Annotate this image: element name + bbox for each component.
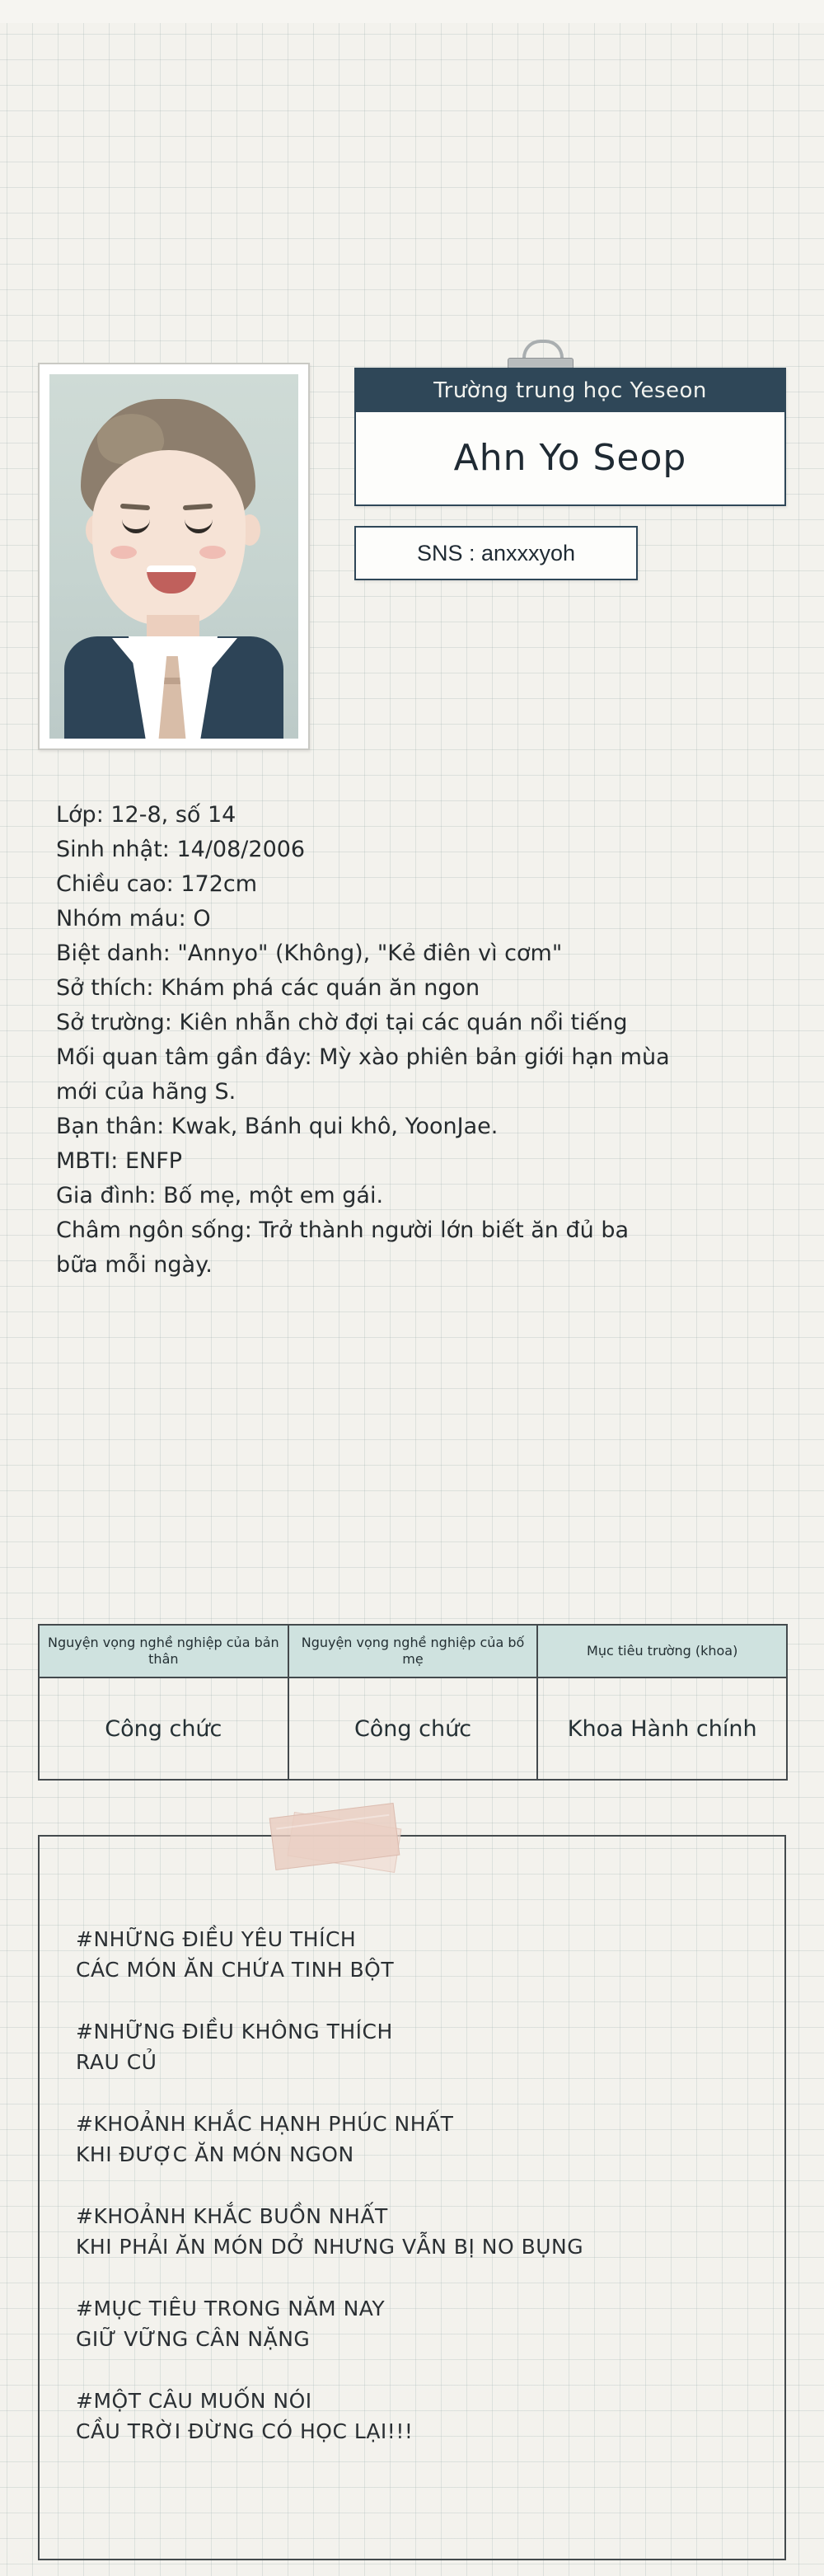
goal-column-school (536, 1624, 788, 1781)
portrait-photo-frame (38, 363, 310, 750)
info-line: Chiều cao: 172cm (56, 871, 258, 897)
profile-details (56, 798, 781, 1283)
note-value: RAU CỦ (76, 2050, 157, 2074)
career-goal-table (38, 1624, 786, 1781)
notes-panel (38, 1835, 786, 2560)
face-shape (92, 450, 246, 625)
info-line: mới của hãng S. (56, 1079, 236, 1105)
info-line: Châm ngôn sống: Trở thành người lớn biết ăn đủ ba (56, 1218, 630, 1243)
note-item (76, 2112, 751, 2166)
note-item (76, 1927, 751, 1982)
info-line: MBTI: ENFP (56, 1148, 183, 1174)
note-value: GIỮ VỮNG CÂN NẶNG (76, 2327, 311, 2351)
student-name: Ahn Yo Seop (453, 436, 687, 479)
goal-header-self: Nguyện vọng nghề nghiệp của bản thân (40, 1626, 288, 1678)
info-line: Sở thích: Khám phá các quán ăn ngon (56, 975, 480, 1001)
goal-value-parents: Công chức (353, 1715, 472, 1742)
profile-header (0, 330, 824, 791)
goal-value-school: Khoa Hành chính (567, 1715, 757, 1742)
note-item (76, 2204, 751, 2259)
info-line: Mối quan tâm gần đây: Mỳ xào phiên bản giới hạn mùa (56, 1044, 670, 1070)
note-value: CÁC MÓN ĂN CHỨA TINH BỘT (76, 1958, 395, 1982)
goal-header-school: Mục tiêu trường (khoa) (538, 1626, 786, 1678)
note-tag: #KHOẢNH KHẮC BUỒN NHẤT (76, 2204, 388, 2228)
info-line: Sở trường: Kiên nhẫn chờ đợi tại các quán nổi tiếng (56, 1010, 628, 1035)
name-card (354, 368, 786, 506)
note-item (76, 2297, 751, 2351)
info-line: Biệt danh: "Annyo" (Không), "Kẻ điên vì cơm" (56, 941, 563, 966)
blush-right-shape (199, 546, 226, 559)
page-top-margin (0, 0, 824, 23)
note-tag: #MỘT CÂU MUỐN NÓI (76, 2389, 312, 2413)
info-line: Bạn thân: Kwak, Bánh qui khô, YoonJae. (56, 1114, 499, 1139)
notes-list (76, 1927, 751, 2481)
info-line: Gia đình: Bố mẹ, một em gái. (56, 1183, 384, 1208)
blush-left-shape (110, 546, 137, 559)
note-value: KHI PHẢI ĂN MÓN DỞ NHƯNG VẪN BỊ NO BỤNG (76, 2235, 584, 2259)
note-tag: #NHỮNG ĐIỀU KHÔNG THÍCH (76, 2020, 393, 2043)
note-value: CẦU TRỜI ĐỪNG CÓ HỌC LẠI!!! (76, 2419, 414, 2443)
note-item (76, 2389, 751, 2443)
note-value: KHI ĐƯỢC ĂN MÓN NGON (76, 2142, 354, 2166)
portrait-illustration (49, 374, 298, 739)
goal-value-self: Công chức (105, 1715, 222, 1742)
school-name: Trường trung học Yeseon (356, 369, 784, 412)
note-tag: #NHỮNG ĐIỀU YÊU THÍCH (76, 1927, 357, 1951)
goal-header-parents: Nguyện vọng nghề nghiệp của bố mẹ (289, 1626, 537, 1678)
goal-column-parents (288, 1624, 539, 1781)
sns-handle: SNS : anxxxyoh (354, 526, 638, 580)
info-line: Sinh nhật: 14/08/2006 (56, 837, 306, 862)
info-line: Lớp: 12-8, số 14 (56, 802, 236, 828)
note-item (76, 2020, 751, 2074)
info-line: bữa mỗi ngày. (56, 1252, 213, 1278)
goal-column-self (38, 1624, 289, 1781)
info-line: Nhóm máu: O (56, 906, 211, 931)
note-tag: #KHOẢNH KHẮC HẠNH PHÚC NHẤT (76, 2112, 454, 2136)
note-tag: #MỤC TIÊU TRONG NĂM NAY (76, 2297, 386, 2320)
